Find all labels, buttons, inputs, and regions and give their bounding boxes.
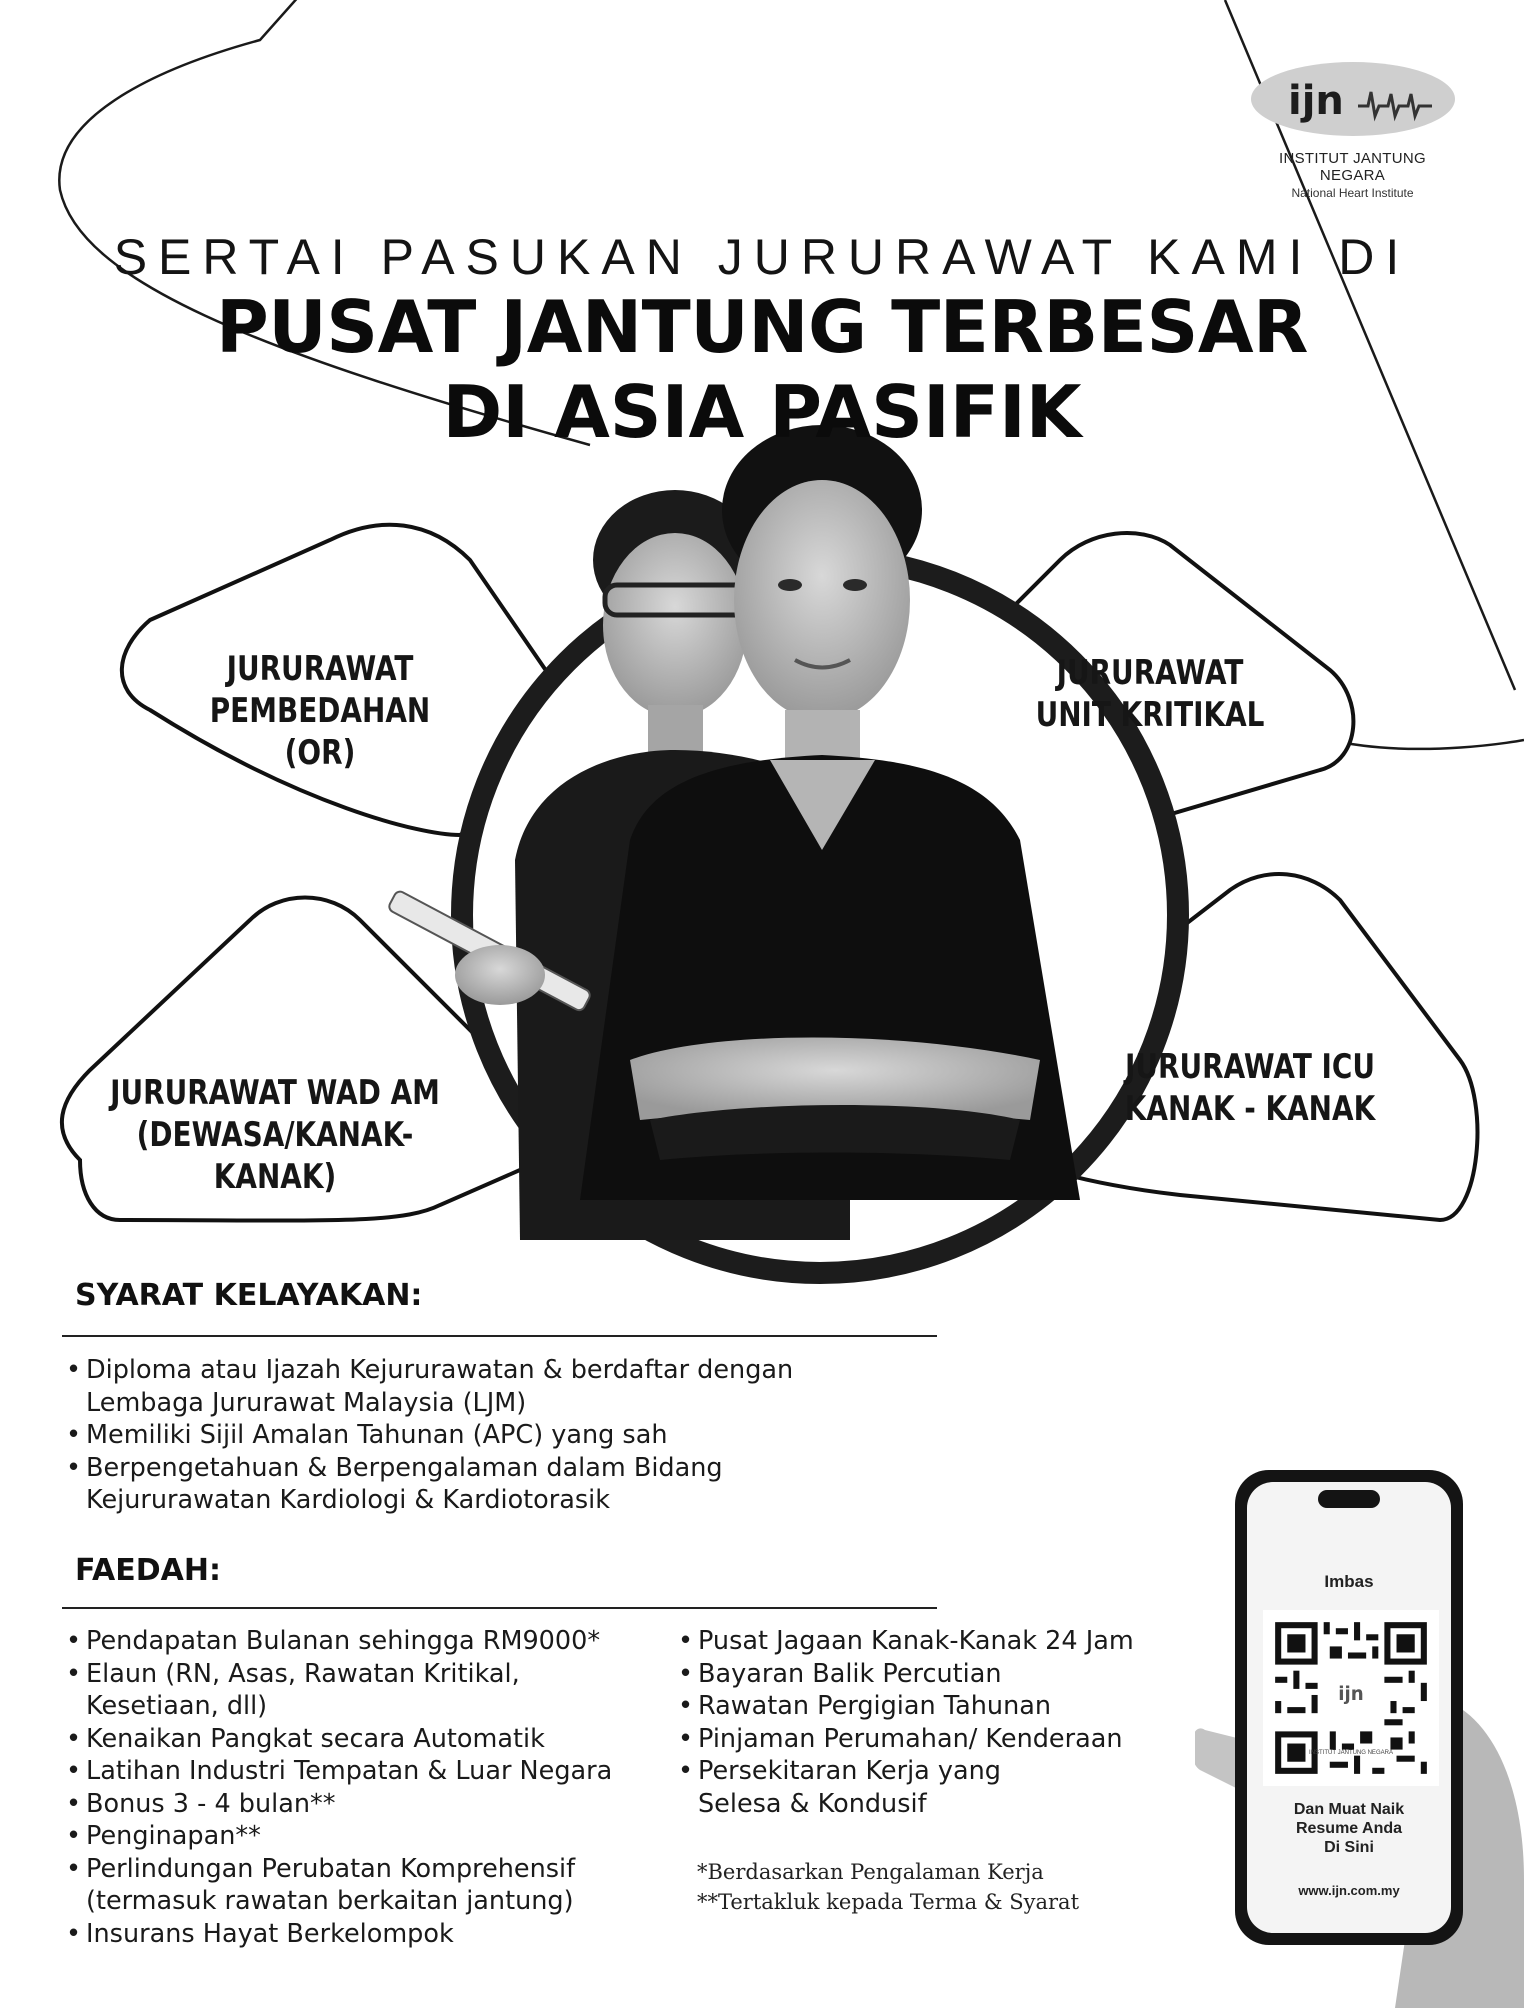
- qr-code-panel[interactable]: [1263, 1610, 1439, 1786]
- role-or-line2: PEMBEDAHAN (OR): [209, 691, 431, 773]
- list-item: • Kenaikan Pangkat secara Automatik: [66, 1723, 686, 1756]
- benefits-list-left: [66, 1625, 686, 1950]
- headline-line1: PUSAT JANTUNG TERBESAR: [216, 285, 1308, 369]
- footnote-terms: **Tertakluk kepada Terma & Syarat: [697, 1890, 1080, 1914]
- role-ward-label: [99, 1072, 452, 1198]
- list-item: • Bayaran Balik Percutian: [678, 1658, 1238, 1691]
- ijn-logo: [1245, 60, 1460, 200]
- eligibility-title: SYARAT KELAYAKAN:: [75, 1278, 423, 1313]
- benefits-title: FAEDAH:: [75, 1553, 221, 1588]
- qr-caption: INSTITUT JANTUNG NEGARA: [1309, 1750, 1393, 1756]
- phone-scan-label: Imbas: [1324, 1572, 1374, 1591]
- role-icu-line1: JURURAWAT ICU: [1124, 1047, 1376, 1087]
- list-item: • Elaun (RN, Asas, Rawatan Kritikal, Kesetiaan, dll): [66, 1658, 686, 1723]
- phone-cta-line1: Dan Muat Naik: [1293, 1801, 1405, 1818]
- nurses-photo: [380, 420, 1140, 1240]
- footnotes: [697, 1857, 1079, 1917]
- logo-badge: [1250, 60, 1456, 138]
- footnote-experience: *Berdasarkan Pengalaman Kerja: [697, 1860, 1044, 1884]
- logo-subtitle: National Heart Institute: [1291, 186, 1414, 200]
- list-item: • Memiliki Sijil Amalan Tahunan (APC) yang sah: [66, 1419, 946, 1452]
- list-item: • Diploma atau Ijazah Kejururawatan & berdaftar dengan Lembaga Jururawat Malaysia (LJM): [66, 1354, 946, 1419]
- phone-url-link[interactable]: www.ijn.com.my: [1298, 1883, 1400, 1898]
- list-item: • Latihan Industri Tempatan & Luar Negara: [66, 1755, 686, 1788]
- logo-name: INSTITUT JANTUNG NEGARA: [1278, 150, 1427, 184]
- headline-line2: DI ASIA PASIFIK: [442, 370, 1082, 454]
- list-item: • Perlindungan Perubatan Komprehensif (termasuk rawatan berkaitan jantung): [66, 1853, 686, 1918]
- list-item: • Bonus 3 - 4 bulan**: [66, 1788, 686, 1821]
- phone-cta-line3: Di Sini: [1324, 1839, 1374, 1856]
- qr-code-icon: [1263, 1610, 1439, 1786]
- list-item: • Pendapatan Bulanan sehingga RM9000*: [66, 1625, 686, 1658]
- role-critical-label: [1027, 652, 1273, 736]
- role-or-line1: JURURAWAT: [226, 649, 414, 689]
- role-icu-line2: KANAK - KANAK: [1124, 1089, 1376, 1129]
- eligibility-divider: [62, 1335, 937, 1337]
- phone-cta: [1247, 1800, 1451, 1857]
- role-icu-label: [1119, 1046, 1381, 1130]
- list-item: • Berpengetahuan & Berpengalaman dalam Bidang Kejururawatan Kardiologi & Kardiotorasik: [66, 1452, 946, 1517]
- list-item: • Pinjaman Perumahan/ Kenderaan: [678, 1723, 1238, 1756]
- eligibility-list: [66, 1354, 946, 1517]
- role-critical-line1: JURURAWAT: [1056, 653, 1244, 693]
- benefits-divider: [62, 1607, 937, 1609]
- headline-kicker: SERTAI PASUKAN JURURAWAT KAMI DI: [113, 229, 1411, 285]
- role-ward-line1: JURURAWAT WAD AM: [110, 1073, 440, 1113]
- benefits-list-right: [678, 1625, 1238, 1820]
- list-item: • Pusat Jagaan Kanak-Kanak 24 Jam: [678, 1625, 1238, 1658]
- svg-text:ijn: ijn: [1338, 1683, 1364, 1705]
- phone-cta-line2: Resume Anda: [1295, 1820, 1403, 1837]
- role-ward-line2: (DEWASA/KANAK-KANAK): [136, 1115, 414, 1197]
- role-or-label: [181, 648, 460, 774]
- list-item: • Persekitaran Kerja yang Selesa & Kondusif: [678, 1755, 1238, 1820]
- role-critical-line2: UNIT KRITIKAL: [1035, 695, 1265, 735]
- list-item: • Insurans Hayat Berkelompok: [66, 1918, 686, 1951]
- list-item: • Penginapan**: [66, 1820, 686, 1853]
- list-item: • Rawatan Pergigian Tahunan: [678, 1690, 1238, 1723]
- svg-text:ijn: ijn: [1287, 78, 1344, 124]
